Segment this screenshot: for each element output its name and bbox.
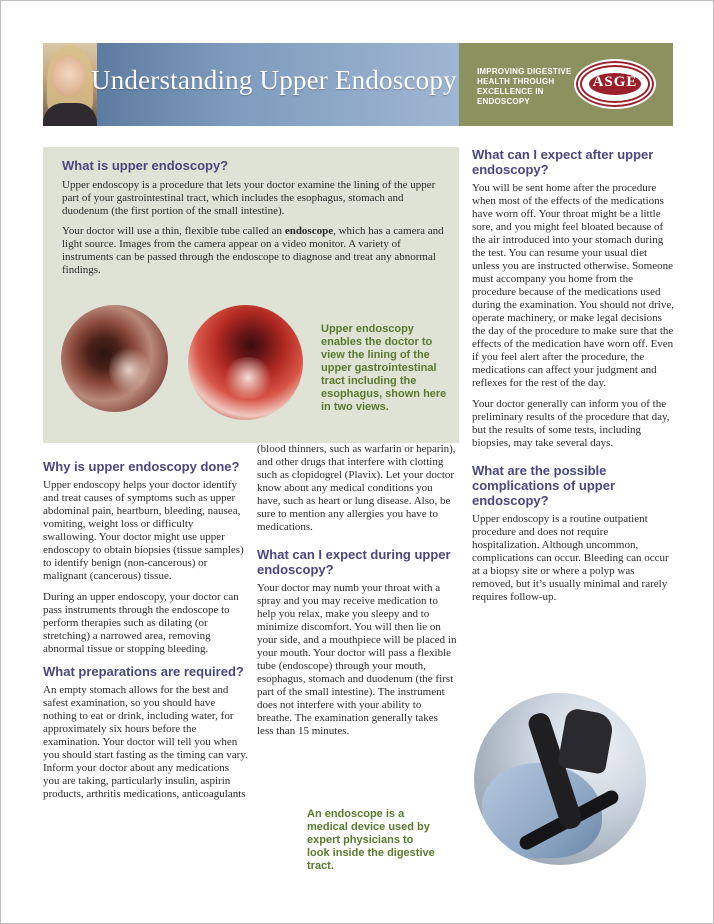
after-paragraph: You will be sent home after the procedure when most of the effects of the medications have worn off. Your throat might be a little sore, and you might feel bloated because of the air introduced into your stomach during the test. You can resume your usual diet unless you are instructed otherwise. Someone must accompany you home from the procedure because of the medications used during the examination. You should not drive, operate machinery, or make legal decisions the day of the procedure to make sure that the effects of the medication have worn off. Even if you feel alert after the procedure, the medications can affect your judgment and reflexes for the rest of the day. — [472, 182, 674, 389]
intro-heading: What is upper endoscopy? — [62, 158, 229, 173]
tagline-line: ENDOSCOPY — [477, 97, 530, 106]
prep-paragraph: An empty stomach allows for the best and safest examination, so you should have nothing to eat or drink, including water, for approximately six hours before the examination. Your doctor will tell you when you should start fasting as the timing can vary. Inform your doctor about any medications you are taking, particularly insulin, aspirin products, arthritis medications, anticoagulants — [43, 684, 248, 800]
tagline-band — [459, 43, 673, 126]
after-paragraph: Your doctor generally can inform you of the preliminary results of the procedure that day, but the results of some tests, including biopsies, may take several days. — [472, 398, 670, 449]
during-paragraph: Your doctor may numb your throat with a spray and you may receive medication to help you relax, make you sleepy and to minimize discomfort. You will then lie on your side, and a mouthpiece will be placed in your mouth. Your doctor will pass a flexible tube (endoscope) through your mouth, esophagus, stomach and duodenum (the first part of the small intestine). The instrument does not interfere with your ability to breathe. The examination generally takes less than 15 minutes. — [257, 582, 457, 737]
left-column — [43, 459, 248, 809]
endoscope-term: endoscope — [284, 225, 334, 237]
image-caption: Upper endoscopy enables the doctor to view the lining of the upper gastrointestinal tract including the esophagus, shown here in two views. — [321, 323, 447, 413]
intro-text: , which has a camera and light source. Images from the camera appear on a video monitor. A variety of instruments can be passed through the endoscope to diagnose and treat any abnormal findings. — [62, 225, 444, 276]
asge-logo — [574, 59, 656, 109]
header-banner — [43, 43, 673, 126]
tagline-line: IMPROVING DIGESTIVE — [477, 67, 572, 76]
complications-paragraph: Upper endoscopy is a routine outpatient procedure and does not require hospitalization. Although uncommon, complications can occur. Bleeding can occur at a biopsy site or where a polyp was removed, but it’s usually minimal and rarely requires follow-up. — [472, 513, 669, 603]
tagline-line: HEALTH THROUGH — [477, 77, 555, 86]
during-heading: What can I expect during upper endoscopy? — [257, 547, 451, 577]
right-column — [472, 147, 675, 612]
after-heading: What can I expect after upper endoscopy? — [472, 147, 654, 177]
intro-section — [43, 147, 459, 443]
intro-paragraph-endoscope — [62, 225, 447, 277]
esophagus-view-image-1 — [61, 305, 168, 412]
middle-column — [257, 443, 457, 746]
tagline — [477, 67, 577, 107]
title-band — [43, 43, 459, 126]
why-paragraph: Upper endoscopy helps your doctor identify and treat causes of symptoms such as upper abdominal pain, heartburn, bleeding, nausea, vomiting, weight loss or difficulty swallowing. Your doctor might use upper endoscopy to obtain biopsies (tissue samples) to identify benign (non-cancerous) or malignant (cancerous) tissue. — [43, 479, 244, 582]
page-title: Understanding Upper Endoscopy — [91, 65, 457, 95]
esophagus-view-image-2 — [188, 305, 303, 420]
endoscope-device-image — [474, 693, 646, 865]
prep-paragraph-continued: (blood thinners, such as warfarin or heparin), and other drugs that interfere with clotting such as clopidogrel (Plavix). Let your doctor know about any medical conditions you have, such as heart or lung disease. Also, be sure to mention any allergies you have to medications. — [257, 443, 456, 533]
endoscope-caption: An endoscope is a medical device used by expert physicians to look inside the digestive tract. — [307, 808, 435, 872]
tagline-line: EXCELLENCE IN — [477, 87, 544, 96]
why-paragraph: During an upper endoscopy, your doctor can pass instruments through the endoscope to perform therapies such as dilating (or stretching) a narrowed area, removing abnormal tissue or stopping bleeding. — [43, 591, 239, 655]
prep-heading: What preparations are required? — [43, 664, 244, 679]
intro-text: Your doctor will use a thin, flexible tube called an — [62, 225, 285, 237]
intro-paragraph: Upper endoscopy is a procedure that lets your doctor examine the lining of the upper part of your gastrointestinal tract, which includes the esophagus, stomach and duodenum (the first portion of the small intestine). — [62, 179, 436, 217]
woman-portrait-image — [43, 43, 97, 126]
complications-heading: What are the possible complications of upper endoscopy? — [472, 463, 616, 508]
logo-text: ASGE — [592, 74, 638, 90]
why-heading: Why is upper endoscopy done? — [43, 459, 240, 474]
